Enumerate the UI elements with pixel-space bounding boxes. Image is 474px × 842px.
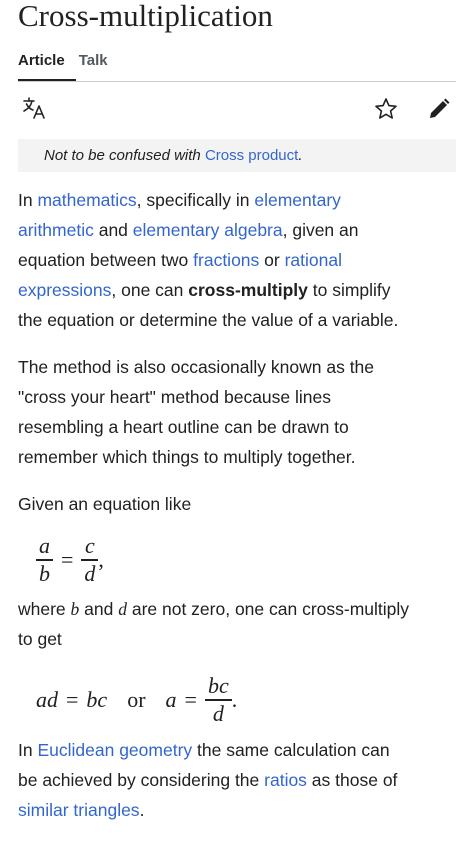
text-line: Given an equation like <box>18 494 192 514</box>
fraction-c-over-d <box>81 533 98 587</box>
period: . <box>231 686 238 712</box>
equation-result <box>36 673 237 727</box>
bold-term: cross-multiply <box>188 280 308 300</box>
text-span: . <box>139 800 145 820</box>
paragraph-given <box>18 489 458 519</box>
tab-talk[interactable]: Talk <box>78 52 108 69</box>
text-span: are not zero, one can cross-multiply <box>126 599 410 619</box>
tab-divider <box>18 81 456 82</box>
variable: b <box>70 599 80 619</box>
similar-triangles-link[interactable]: similar triangles <box>18 800 140 820</box>
numerator: bc <box>207 673 229 698</box>
text-span: In <box>18 740 38 760</box>
text-span: In <box>18 190 38 210</box>
text-line <box>18 215 458 245</box>
page-title: Cross-multiplication <box>18 0 273 33</box>
text-line: "cross your heart" method because lines <box>18 387 332 407</box>
text-span: be achieved by considering the <box>18 770 265 790</box>
tab-article[interactable]: Article <box>18 52 65 69</box>
paragraph-geometry <box>18 735 458 825</box>
equation-given <box>36 533 104 587</box>
ratios-link[interactable]: ratios <box>264 770 307 790</box>
elementary-arithmetic-link[interactable]: elementary <box>254 190 341 210</box>
text-span: or <box>259 250 285 270</box>
math-term: a <box>165 686 177 712</box>
text-line <box>18 765 458 795</box>
fraction-a-over-b <box>36 533 53 587</box>
text-line <box>18 185 458 215</box>
text-span: to simplify <box>307 280 391 300</box>
numerator: c <box>85 533 95 558</box>
equals-sign: = <box>184 686 197 712</box>
text-span: equation between two <box>18 250 194 270</box>
text-span: , one can <box>111 280 189 300</box>
translate-icon[interactable] <box>22 96 48 120</box>
math-term: bc <box>86 686 108 712</box>
text-line: the equation or determine the value of a variable. <box>18 310 399 330</box>
hatnote <box>18 139 456 172</box>
variable: d <box>118 599 127 619</box>
fraction-bc-over-d <box>205 673 232 727</box>
hatnote-suffix: . <box>298 147 303 164</box>
euclidean-geometry-link[interactable]: Euclidean geometry <box>37 740 193 760</box>
text-line: to get <box>18 629 62 649</box>
equals-sign: = <box>66 686 79 712</box>
paragraph-where <box>18 594 458 654</box>
text-span: , specifically in <box>136 190 255 210</box>
text-line <box>18 795 458 825</box>
denominator: d <box>84 560 96 586</box>
elementary-algebra-link[interactable]: elementary algebra <box>132 220 283 240</box>
mathematics-link[interactable]: mathematics <box>37 190 137 210</box>
paragraph-intro <box>18 185 458 335</box>
pencil-icon[interactable] <box>427 97 451 121</box>
hatnote-prefix: Not to be confused with <box>44 147 205 164</box>
denominator: d <box>212 700 224 726</box>
comma: , <box>98 546 104 572</box>
text-span: as those of <box>306 770 398 790</box>
text-span: and <box>79 599 119 619</box>
text-span: and <box>93 220 133 240</box>
text-line <box>18 275 458 305</box>
or-word: or <box>127 686 146 712</box>
hatnote-text <box>44 147 302 164</box>
text-line: The method is also occasionally known as the <box>18 357 375 377</box>
equals-sign: = <box>61 546 74 572</box>
fractions-link[interactable]: fractions <box>193 250 260 270</box>
text-line <box>18 245 458 275</box>
text-span: where <box>18 599 71 619</box>
paragraph-method <box>18 352 458 472</box>
cross-product-link[interactable]: Cross product <box>204 147 299 164</box>
elementary-arithmetic-link[interactable]: arithmetic <box>18 220 94 240</box>
star-icon[interactable] <box>374 97 398 121</box>
tab-bar <box>18 52 108 69</box>
text-span: , given an <box>282 220 359 240</box>
text-line <box>18 594 458 624</box>
rational-expressions-link[interactable]: rational <box>284 250 342 270</box>
denominator: b <box>39 560 50 586</box>
text-span: the same calculation can <box>192 740 390 760</box>
text-line <box>18 735 458 765</box>
text-line: remember which things to multiply together. <box>18 447 356 467</box>
text-line: resembling a heart outline can be drawn to <box>18 417 349 437</box>
numerator: a <box>39 533 50 558</box>
rational-expressions-link[interactable]: expressions <box>18 280 112 300</box>
math-term: ad <box>36 686 58 712</box>
